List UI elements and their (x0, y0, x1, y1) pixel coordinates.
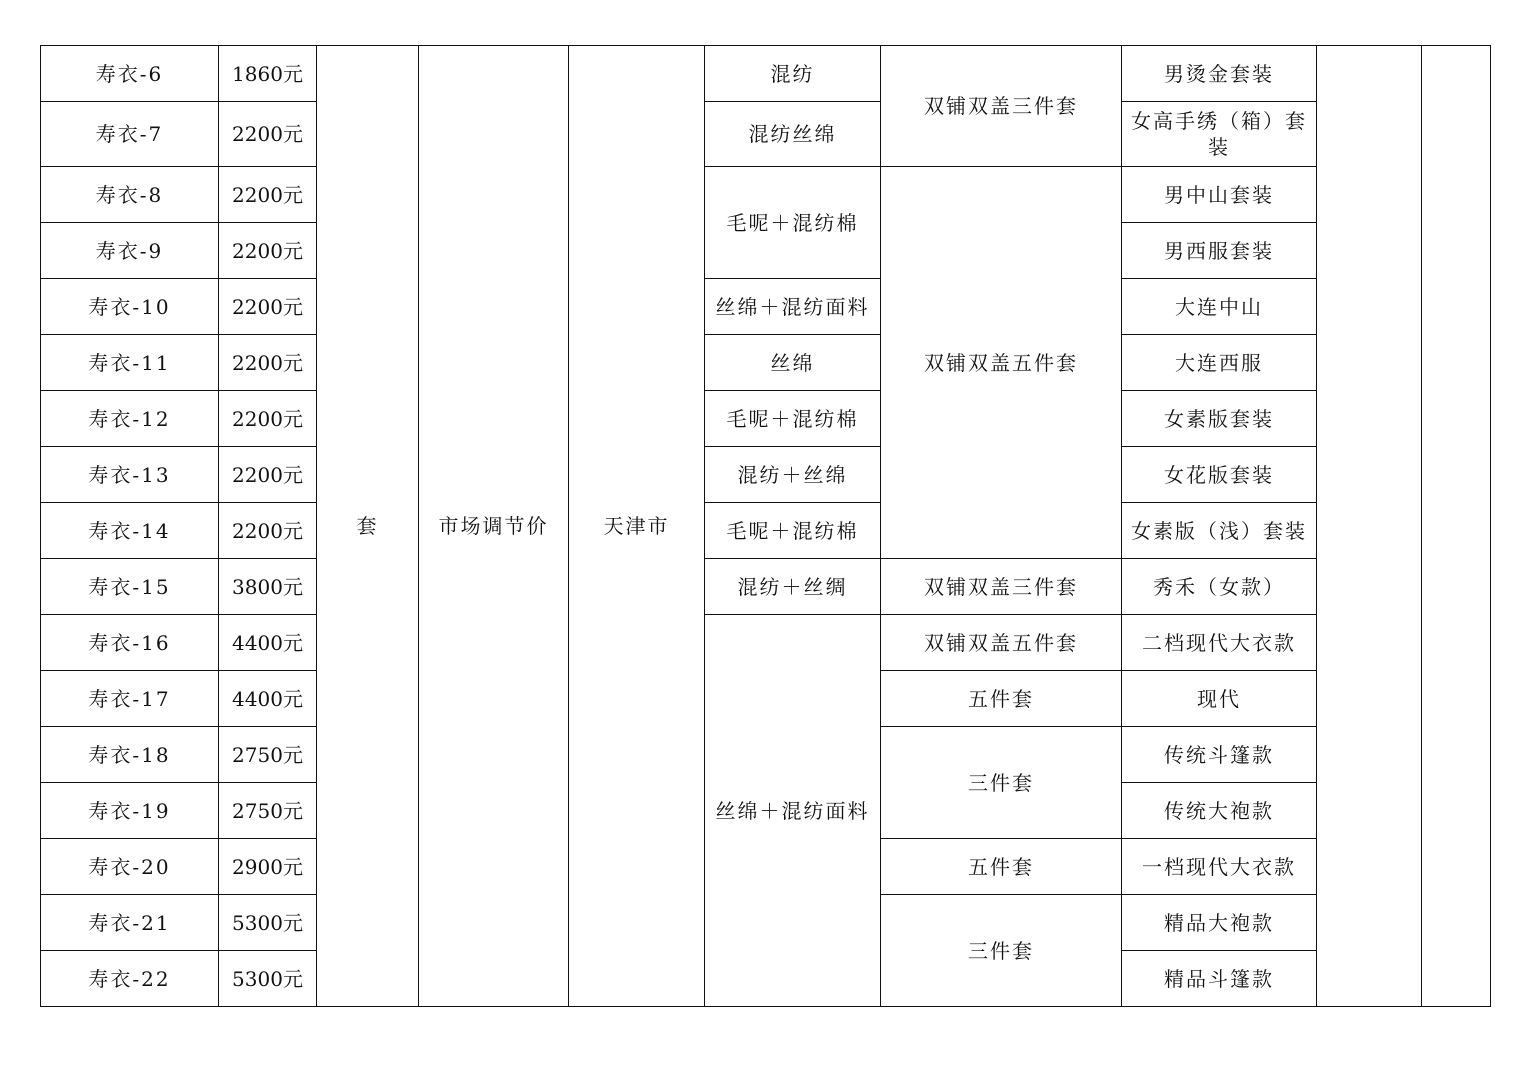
item-price: 2200元 (219, 503, 317, 559)
item-price: 2900元 (219, 839, 317, 895)
style-cell: 一档现代大衣款 (1122, 839, 1317, 895)
item-name: 寿衣-20 (41, 839, 219, 895)
material-cell: 毛呢＋混纺棉 (705, 167, 881, 279)
style-cell: 女素版套装 (1122, 391, 1317, 447)
item-price: 2200元 (219, 391, 317, 447)
item-price: 2750元 (219, 783, 317, 839)
set-type-cell: 五件套 (881, 839, 1122, 895)
item-price: 2200元 (219, 167, 317, 223)
style-cell: 大连西服 (1122, 335, 1317, 391)
style-cell: 女素版（浅）套装 (1122, 503, 1317, 559)
style-cell: 现代 (1122, 671, 1317, 727)
material-cell: 丝绵 (705, 335, 881, 391)
item-name: 寿衣-21 (41, 895, 219, 951)
style-cell: 二档现代大衣款 (1122, 615, 1317, 671)
item-name: 寿衣-11 (41, 335, 219, 391)
item-name: 寿衣-9 (41, 223, 219, 279)
item-price: 2200元 (219, 279, 317, 335)
item-name: 寿衣-13 (41, 447, 219, 503)
item-price: 2200元 (219, 447, 317, 503)
material-cell: 毛呢＋混纺棉 (705, 503, 881, 559)
set-type-cell: 双铺双盖三件套 (881, 559, 1122, 615)
item-price: 2200元 (219, 223, 317, 279)
material-cell: 丝绵＋混纺面料 (705, 279, 881, 335)
item-name: 寿衣-12 (41, 391, 219, 447)
material-cell: 混纺 (705, 46, 881, 102)
item-price: 5300元 (219, 951, 317, 1007)
style-cell: 男烫金套装 (1122, 46, 1317, 102)
set-type-cell: 双铺双盖五件套 (881, 615, 1122, 671)
set-type-cell: 五件套 (881, 671, 1122, 727)
style-cell: 男西服套装 (1122, 223, 1317, 279)
item-price: 2200元 (219, 335, 317, 391)
region-cell: 天津市 (569, 46, 705, 1007)
item-name: 寿衣-17 (41, 671, 219, 727)
item-name: 寿衣-7 (41, 102, 219, 167)
set-type-cell: 双铺双盖五件套 (881, 167, 1122, 559)
style-cell: 精品大袍款 (1122, 895, 1317, 951)
item-price: 5300元 (219, 895, 317, 951)
style-cell: 女高手绣（箱）套装 (1122, 102, 1317, 167)
empty-column (1422, 46, 1491, 1007)
style-cell: 秀禾（女款） (1122, 559, 1317, 615)
pricing-type-cell: 市场调节价 (419, 46, 569, 1007)
item-name: 寿衣-8 (41, 167, 219, 223)
item-name: 寿衣-22 (41, 951, 219, 1007)
material-cell: 毛呢＋混纺棉 (705, 391, 881, 447)
style-cell: 传统斗篷款 (1122, 727, 1317, 783)
item-name: 寿衣-6 (41, 46, 219, 102)
item-name: 寿衣-16 (41, 615, 219, 671)
material-cell: 混纺丝绵 (705, 102, 881, 167)
style-cell: 女花版套装 (1122, 447, 1317, 503)
style-cell: 传统大袍款 (1122, 783, 1317, 839)
set-type-cell: 三件套 (881, 727, 1122, 839)
item-name: 寿衣-19 (41, 783, 219, 839)
item-name: 寿衣-18 (41, 727, 219, 783)
item-price: 1860元 (219, 46, 317, 102)
empty-column (1317, 46, 1422, 1007)
unit-cell: 套 (317, 46, 419, 1007)
set-type-cell: 双铺双盖三件套 (881, 46, 1122, 167)
material-cell: 混纺＋丝绵 (705, 447, 881, 503)
material-cell: 丝绵＋混纺面料 (705, 615, 881, 1007)
material-cell: 混纺＋丝绸 (705, 559, 881, 615)
item-price: 4400元 (219, 615, 317, 671)
price-table (40, 45, 1491, 1007)
item-name: 寿衣-14 (41, 503, 219, 559)
style-cell: 大连中山 (1122, 279, 1317, 335)
item-name: 寿衣-10 (41, 279, 219, 335)
set-type-cell: 三件套 (881, 895, 1122, 1007)
style-cell: 精品斗篷款 (1122, 951, 1317, 1007)
item-price: 4400元 (219, 671, 317, 727)
style-cell: 男中山套装 (1122, 167, 1317, 223)
item-name: 寿衣-15 (41, 559, 219, 615)
item-price: 2200元 (219, 102, 317, 167)
item-price: 3800元 (219, 559, 317, 615)
item-price: 2750元 (219, 727, 317, 783)
